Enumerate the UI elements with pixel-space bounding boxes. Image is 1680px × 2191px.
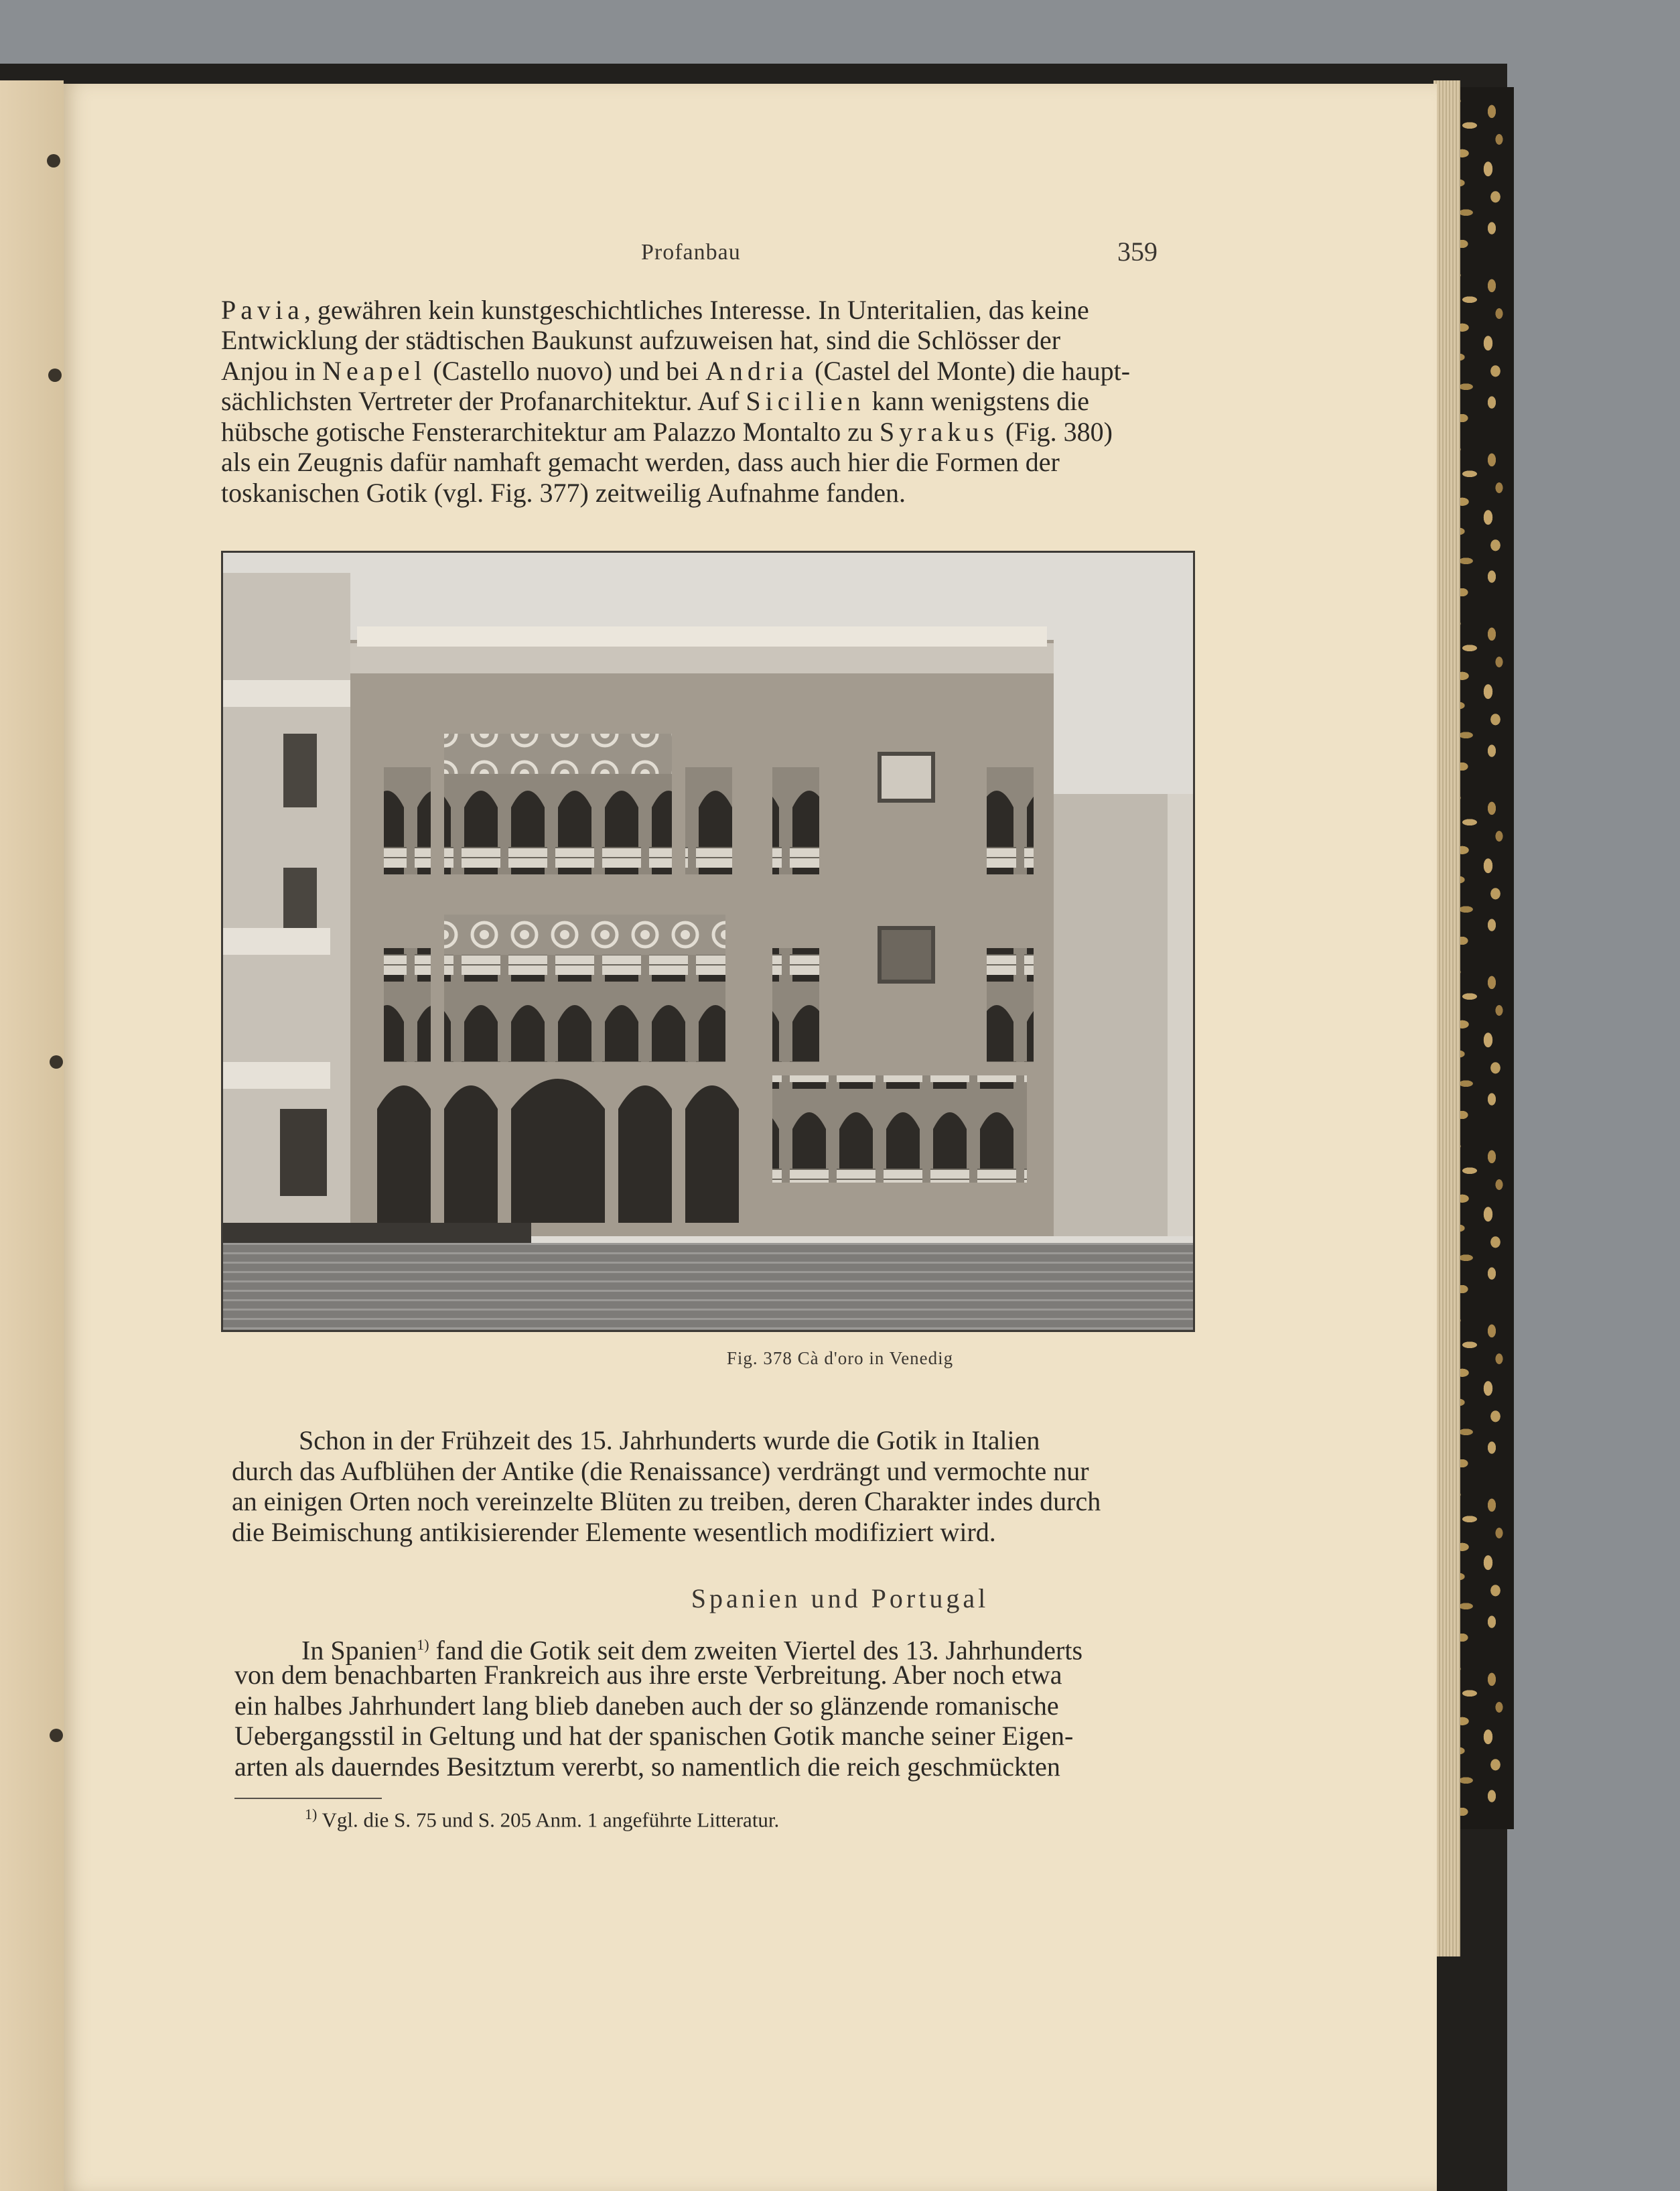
text-line: an einigen Orten noch vereinzelte Blüten zu treiben, deren Charakter indes durch [232,1486,1101,1516]
page-number: 359 [1117,237,1158,267]
binding-hole [50,1729,63,1742]
text-line: Anjou in Neapel (Castello nuovo) und bei Andria (Castel del Monte) die haupt- [221,356,1131,386]
text-line: durch das Aufblühen der Antike (die Renaissance) verdrängt und vermochte nur [232,1456,1089,1486]
running-head: Profanbau [641,240,741,265]
text-line: als ein Zeugnis dafür namhaft gemacht werden, dass auch hier die Formen der [221,447,1060,477]
footnote-reference: 1) [417,1636,429,1653]
text-line: Uebergangsstil in Geltung und hat der spanischen Gotik manche seiner Eigen- [234,1721,1074,1751]
footnote-mark: 1) [305,1806,318,1822]
binding-hole [47,154,60,168]
text-line: ein halbes Jahrhundert lang blieb daneben auch der so glänzende romanische [234,1690,1059,1721]
figure-caption: Fig. 378 Cà d'oro in Venedig [726,1348,954,1368]
facing-page [0,80,64,2191]
text-line: hübsche gotische Fensterarchitektur am Palazzo Montalto zu Syrakus (Fig. 380) [221,417,1113,447]
section-heading: Spanien und Portugal [691,1583,989,1613]
text-line: arten als dauerndes Besitztum vererbt, so namentlich die reich geschmückten [234,1751,1060,1782]
text-line: Pavia, gewähren kein kunstgeschichtliches Interesse. In Unteritalien, das keine [221,295,1089,325]
text-line: Entwicklung der städtischen Baukunst aufzuweisen hat, sind die Schlösser der [221,325,1061,355]
text-line: die Beimischung antikisierender Elemente wesentlich modifiziert wird. [232,1517,996,1547]
footnote-rule [234,1798,382,1799]
page-block-edge [1433,80,1460,1956]
binding-hole [50,1055,63,1069]
text-line: sächlichsten Vertreter der Profanarchitektur. Auf Sicilien kann wenigstens die [221,386,1090,416]
figure-photo [221,551,1195,1332]
text-line: In Spanien$^{1)}$ fand die Gotik seit dem zweiten Viertel des 13. Jahrhunderts [301,1635,1083,1666]
text-line: toskanischen Gotik (vgl. Fig. 377) zeitweilig Aufnahme fanden. [221,478,906,508]
ca-doro-photo [223,553,1193,1330]
text-line: Schon in der Frühzeit des 15. Jahrhunderts wurde die Gotik in Italien [299,1425,1040,1455]
binding-hole [48,369,62,382]
text-line: von dem benachbarten Frankreich aus ihre erste Verbreitung. Aber noch etwa [234,1660,1062,1690]
footnote-text: Vgl. die S. 75 und S. 205 Anm. 1 angeführte Litteratur. [317,1808,780,1832]
footnote [305,1806,779,1832]
